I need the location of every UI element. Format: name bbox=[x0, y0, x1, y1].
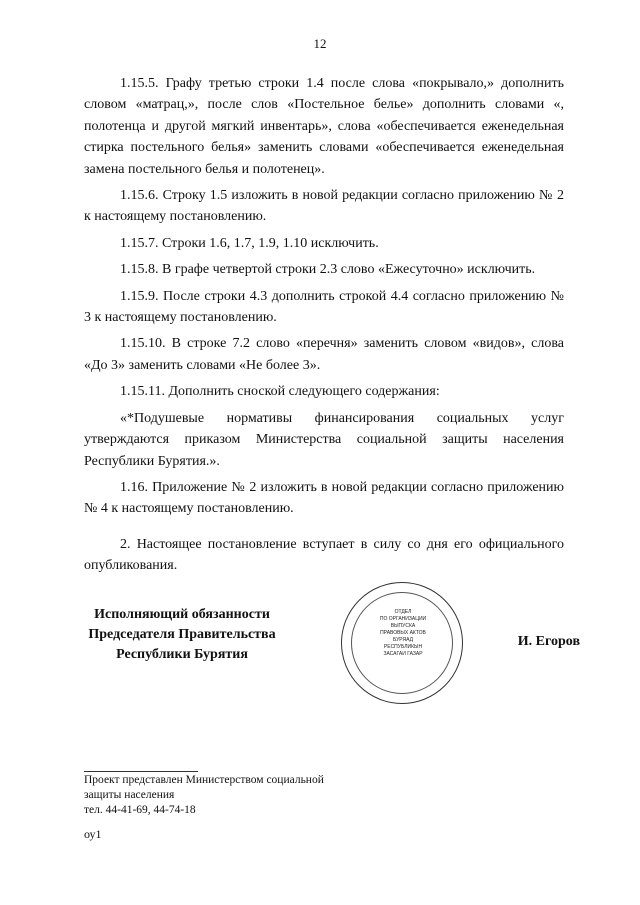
signature-position-line: Председателя Правительства bbox=[88, 627, 276, 642]
seal-text-line: ПРАВОВЫХ АКТОВ bbox=[380, 630, 426, 636]
paragraph: 1.15.11. Дополнить сноской следующего содержания: bbox=[120, 384, 440, 400]
footnote-line: тел. 44-41-69, 44-74-18 bbox=[84, 804, 196, 816]
paragraph: 1.15.7. Строки 1.6, 1.7, 1.9, 1.10 исключить. bbox=[120, 235, 379, 251]
seal-inner-ring bbox=[351, 592, 453, 694]
seal-text-line: БУРЯАД bbox=[392, 637, 414, 643]
footnote bbox=[84, 771, 324, 842]
signature-position bbox=[84, 605, 280, 665]
document-body bbox=[84, 73, 564, 582]
seal-text-line: ЗАСАГАЙ ГАЗАР bbox=[383, 651, 423, 657]
footnote-text-paragraph: «*Подушевые нормативы финансирования социальных услуг утверждаются приказом Министерства социальной защиты населения Республики Бурятия.». bbox=[84, 410, 564, 469]
seal-text-line: ВЫПУСКА bbox=[390, 623, 416, 629]
signature-position-line: Исполняющий обязанности bbox=[94, 607, 270, 622]
paragraph: 1.15.5. Графу третью строки 1.4 после слова «покрывало,» дополнить словом «матрац,», после слов «Постельное белье» дополнить словами «, полотенца и другой мягкий инвентарь», слова «обеспечивается еженедельная стирка постельного белья» заменить словами «обеспечивается еженедельная замена постельного белья и полотенец». bbox=[84, 76, 564, 177]
footnote-line: защиты населения bbox=[84, 789, 175, 801]
paragraph: 1.15.8. В графе четвертой строки 2.3 слово «Ежесуточно» исключить. bbox=[120, 262, 536, 278]
official-seal bbox=[341, 582, 463, 704]
seal-text-line: РЕСПУБЛИКЫН bbox=[383, 644, 423, 650]
paragraph: 1.16. Приложение № 2 изложить в новой редакции согласно приложению № 4 к настоящему постановлению. bbox=[84, 479, 564, 517]
seal-text-line: ПО ОРГАНИЗАЦИИ bbox=[379, 616, 427, 622]
page-number: 12 bbox=[313, 36, 327, 51]
footnote-line: Проект представлен Министерством социальной bbox=[84, 774, 324, 786]
effective-date-paragraph: 2. Настоящее постановление вступает в силу со дня его официального опубликования. bbox=[84, 536, 564, 574]
paragraph: 1.15.10. В строке 7.2 слово «перечня» заменить словом «видов», слова «До 3» заменить словами «Не более 3». bbox=[84, 336, 564, 373]
paragraph: 1.15.6. Строку 1.5 изложить в новой редакции согласно приложению № 2 к настоящему постановлению. bbox=[84, 188, 564, 225]
paragraph: 1.15.9. После строки 4.3 дополнить строкой 4.4 согласно приложению № 3 к настоящему постановлению. bbox=[84, 288, 564, 326]
document-code: оу1 bbox=[84, 827, 102, 841]
footnote-divider bbox=[84, 771, 198, 772]
signatory-name: И. Егоров bbox=[517, 634, 580, 649]
signature-position-line: Республики Бурятия bbox=[116, 647, 248, 662]
seal-text-line: ОТДЕЛ bbox=[394, 609, 412, 615]
